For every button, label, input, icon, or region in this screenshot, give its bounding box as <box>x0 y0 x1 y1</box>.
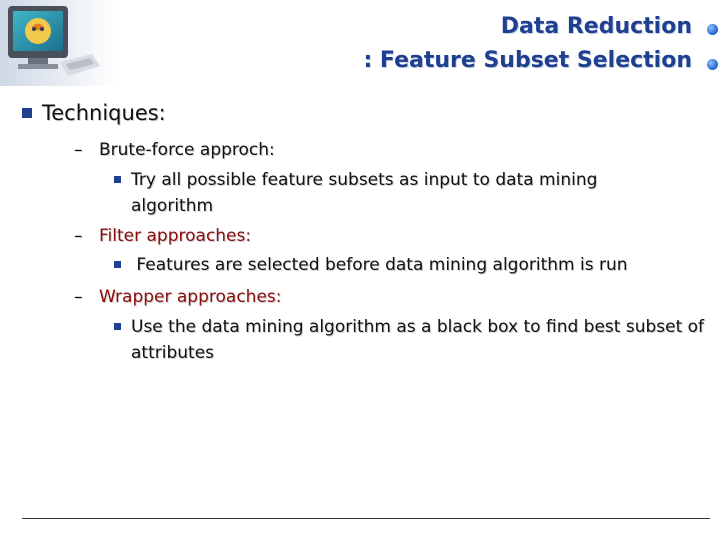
section-label-wrapper: Wrapper approaches: <box>99 287 282 307</box>
techniques-heading: Techniques: <box>42 101 166 125</box>
title-line-2: : Feature Subset Selection <box>363 48 692 73</box>
square-bullet-icon <box>114 176 121 183</box>
section-label-brute-force: Brute-force approch: <box>99 140 275 160</box>
dash-bullet: – <box>74 287 83 307</box>
dash-bullet: – <box>74 226 83 246</box>
footer-divider <box>22 518 710 519</box>
square-bullet-icon <box>22 108 32 118</box>
square-bullet-icon <box>114 323 121 330</box>
section-detail-wrapper: Use the data mining algorithm as a black box to find best subset of attributes <box>131 317 705 363</box>
section-label-filter: Filter approaches: <box>99 226 252 246</box>
dash-bullet: – <box>74 140 83 160</box>
section-detail-brute-force: Try all possible feature subsets as input to data mining algorithm <box>131 170 598 216</box>
section-detail-filter: Features are selected before data mining algorithm is run <box>131 255 628 275</box>
title-line-1: Data Reduction <box>500 14 692 39</box>
square-bullet-icon <box>114 261 121 268</box>
